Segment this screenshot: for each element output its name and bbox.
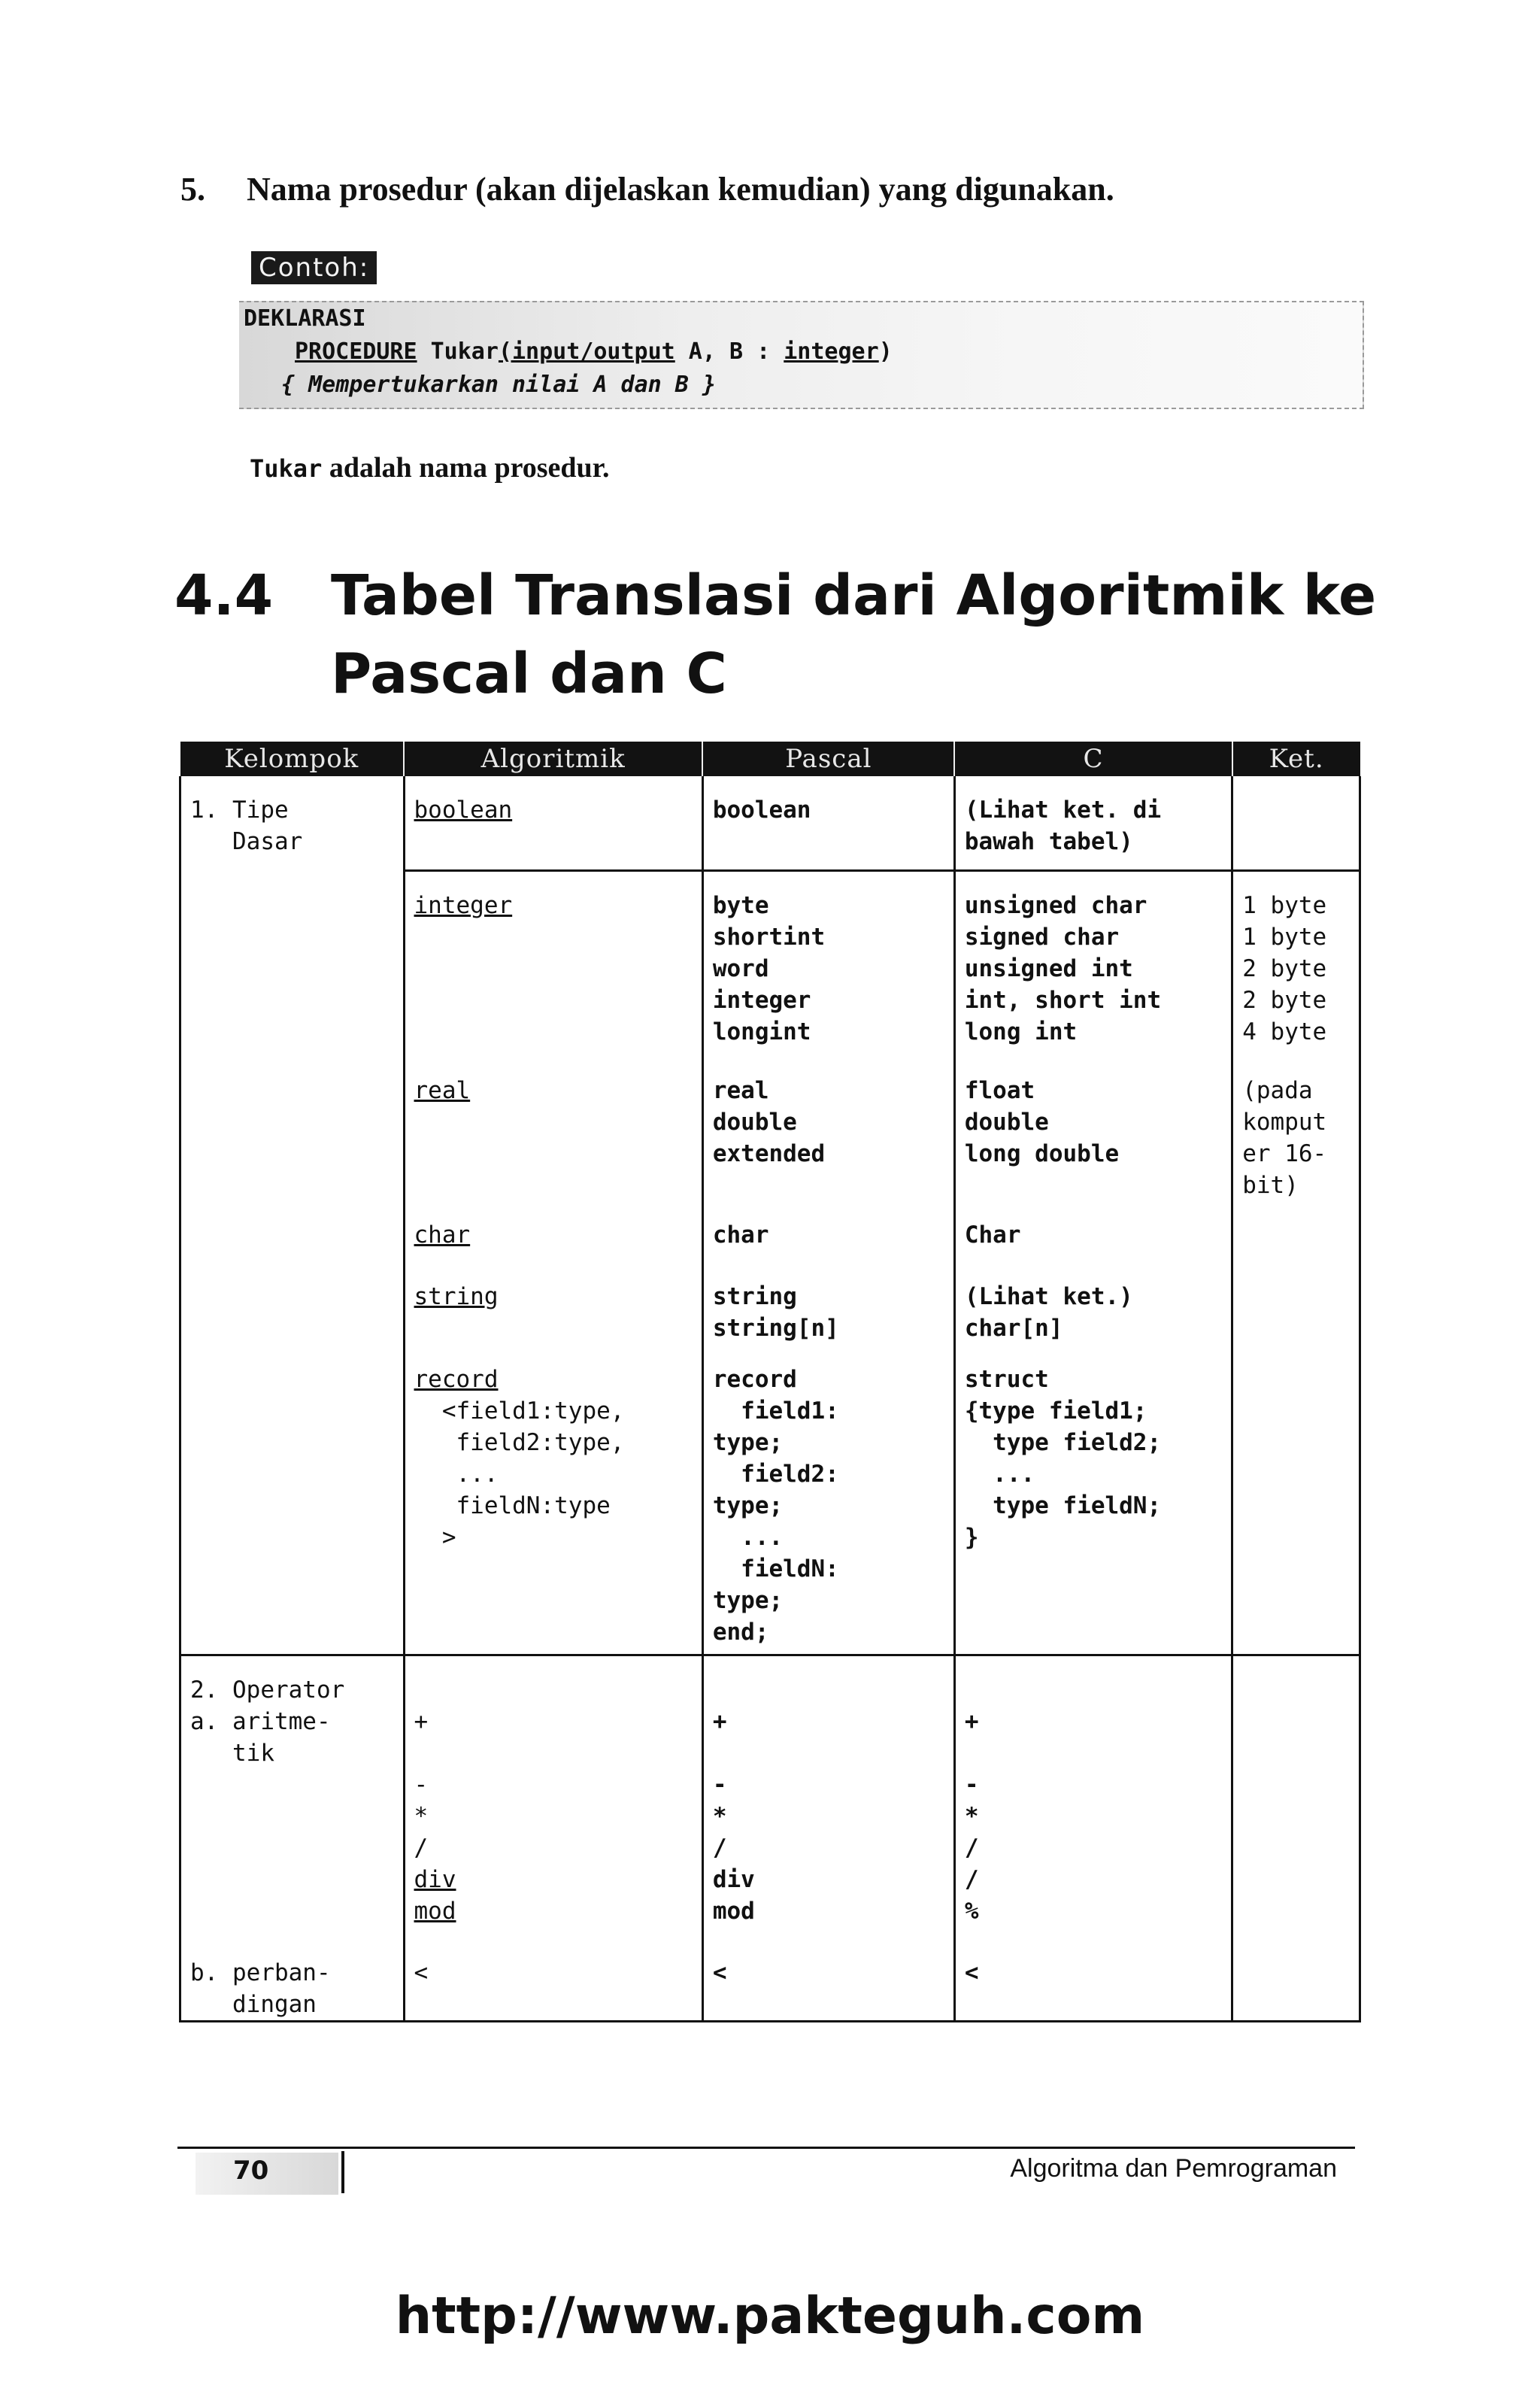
code-line-comment: { Mempertukarkan nilai A dan B } [281,372,716,398]
list-item-number: 5. [180,171,205,208]
algo-type-name: record [414,1366,499,1393]
algo-type-name: integer [414,892,513,919]
footer-divider [341,2151,344,2193]
cell-c: float double long double [954,1075,1232,1219]
cell-pascal: record field1: type; field2: type; ... fieldN: type; end; [702,1364,954,1655]
code-line-deklarasi: DEKLARASI [244,305,366,332]
cell-pascal: real double extended [702,1075,954,1219]
table-body [180,776,1360,2022]
code-param-mode: (input/output [498,338,675,365]
procedure-name: Tukar [250,454,323,483]
code-param-type: integer [784,338,879,365]
cell-ket [1232,1957,1360,2022]
algo-type-name: boolean [414,797,513,824]
example-label: Contoh: [251,251,377,284]
procedure-name-note [250,451,610,484]
cell-kelompok [180,1281,405,1364]
table-row [180,871,1360,1076]
algo-operator-mod: mod [414,1898,456,1925]
list-item-text: Nama prosedur (akan dijelaskan kemudian) yang digunakan. [247,171,1114,208]
cell-ket: (pada komput er 16- bit) [1232,1075,1360,1219]
cell-algoritmik: + - * / div mod [404,1655,702,1958]
cell-algoritmik [404,1219,702,1281]
cell-c: (Lihat ket. di bawah tabel) [954,776,1232,871]
website-url[interactable]: http://www.pakteguh.com [395,2286,1145,2346]
cell-c: < [954,1957,1232,2022]
cell-ket [1232,776,1360,871]
section-number: 4.4 [174,563,274,628]
algo-type-name: string [414,1283,499,1310]
section-title: Tabel Translasi dari Algoritmik ke Pascal dan C [331,563,1377,706]
table-row [180,1281,1360,1364]
cell-pascal: < [702,1957,954,2022]
algo-type-name: real [414,1077,471,1104]
code-keyword-procedure: PROCEDURE [295,338,417,365]
table-header-row [180,742,1360,776]
cell-kelompok [180,1075,405,1219]
cell-ket [1232,1655,1360,1958]
cell-pascal: string string[n] [702,1281,954,1364]
cell-c: (Lihat ket.) char[n] [954,1281,1232,1364]
code-param-close: ) [878,338,893,365]
cell-kelompok [180,1219,405,1281]
header-c: C [954,742,1232,776]
cell-c: struct {type field1; type field2; ... type fieldN; } [954,1364,1232,1655]
cell-c: + - * / / % [954,1655,1232,1958]
cell-pascal: byte shortint word integer longint [702,871,954,1076]
code-example-box [239,301,1364,409]
cell-algoritmik [404,1281,702,1364]
header-kelompok: Kelompok [180,742,405,776]
table-row [180,776,1360,871]
algo-type-name: char [414,1221,471,1249]
cell-algoritmik: record <field1:type, field2:type, ... fieldN:type > [404,1364,702,1655]
footer-book-title: Algoritma dan Pemrograman [1010,2154,1337,2183]
page-number: 70 [233,2156,269,2186]
table-row [180,1655,1360,1958]
cell-ket [1232,1219,1360,1281]
cell-pascal: + - * / div mod [702,1655,954,1958]
cell-algoritmik [404,871,702,1076]
table-row [180,1219,1360,1281]
code-procedure-name: Tukar [417,338,499,365]
table-row [180,1957,1360,2022]
cell-ket [1232,1364,1360,1655]
cell-algoritmik [404,776,702,871]
cell-kelompok: 2. Operator a. aritme- tik [180,1655,405,1958]
cell-pascal: char [702,1219,954,1281]
cell-ket: 1 byte 1 byte 2 byte 2 byte 4 byte [1232,871,1360,1076]
cell-kelompok [180,1364,405,1655]
cell-algoritmik [404,1075,702,1219]
cell-kelompok [180,871,405,1076]
footer-rule [177,2147,1355,2149]
cell-c: Char [954,1219,1232,1281]
procedure-name-text: adalah nama prosedur. [322,452,610,484]
translation-table [179,742,1361,2022]
table-row [180,1075,1360,1219]
cell-ket [1232,1281,1360,1364]
header-pascal: Pascal [702,742,954,776]
code-line-procedure [295,338,893,365]
header-ket: Ket. [1232,742,1360,776]
cell-c: unsigned char signed char unsigned int int, short int long int [954,871,1232,1076]
code-param-args: A, B : [675,338,784,365]
algo-operator-div: div [414,1866,456,1893]
cell-kelompok: b. perban- dingan [180,1957,405,2022]
table-row [180,1364,1360,1655]
cell-kelompok: 1. Tipe Dasar [180,776,405,871]
cell-pascal: boolean [702,776,954,871]
cell-algoritmik: < [404,1957,702,2022]
header-algoritmik: Algoritmik [404,742,702,776]
